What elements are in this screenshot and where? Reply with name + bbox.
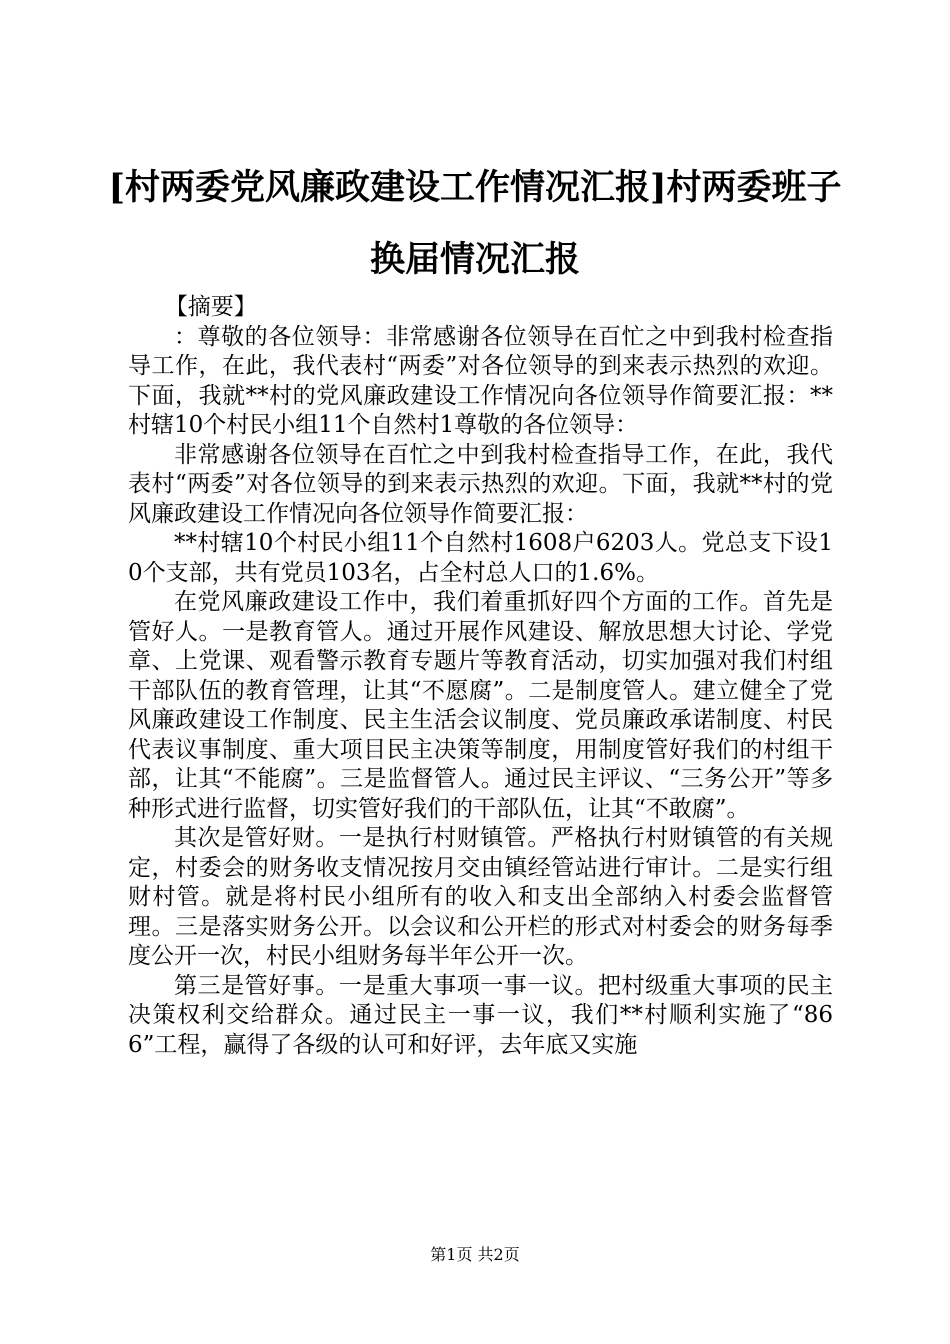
paragraph: 非常感谢各位领导在百忙之中到我村检查指导工作，在此，我代表村“两委”对各位领导的到来表示热烈的欢迎。下面，我就**村的党风廉政建设工作情况向各位领导作简要汇报： (128, 441, 833, 527)
paragraph: **村辖10个村民小组11个自然村1608户6203人。党总支下设10个支部，共有党员103名，占全村总人口的1.6%。 (128, 530, 833, 586)
document-title: [村两委党风廉政建设工作情况汇报]村两委班子换届情况汇报 (108, 167, 842, 280)
paragraph: ：尊敬的各位领导：非常感谢各位领导在百忙之中到我村检查指导工作，在此，我代表村“两委”对各位领导的到来表示热烈的欢迎。下面，我就**村的党风廉政建设工作情况向各位领导作简要汇报：**村辖10个村民小组11个自然村1尊敬的各位领导： (128, 323, 833, 438)
paragraph: 其次是管好财。一是执行村财镇管。严格执行村财镇管的有关规定，村委会的财务收支情况按月交由镇经管站进行审计。二是实行组财村管。就是将村民小组所有的收入和支出全部纳入村委会监督管理。三是落实财务公开。以会议和公开栏的形式对村委会的财务每季度公开一次，村民小组财务每半年公开一次。 (128, 825, 833, 969)
paragraph: 第三是管好事。一是重大事项一事一议。把村级重大事项的民主决策权利交给群众。通过民主一事一议，我们**村顺利实施了“866”工程，赢得了各级的认可和好评，去年底又实施 (128, 972, 833, 1058)
abstract-label: 【摘要】 (164, 294, 257, 320)
paragraph: 在党风廉政建设工作中，我们着重抓好四个方面的工作。首先是管好人。一是教育管人。通过开展作风建设、解放思想大讨论、学党章、上党课、观看警示教育专题片等教育活动，切实加强对我们村组干部队伍的教育管理，让其“不愿腐”。二是制度管人。建立健全了党风廉政建设工作制度、民主生活会议制度、党员廉政承诺制度、村民代表议事制度、重大项目民主决策等制度，用制度管好我们的村组干部，让其“不能腐”。三是监督管人。通过民主评议、“三务公开”等多种形式进行监督，切实管好我们的干部队伍，让其“不敢腐”。 (128, 589, 833, 822)
document-body (128, 293, 833, 1060)
page-footer: 第1页 共2页 (430, 1245, 520, 1264)
